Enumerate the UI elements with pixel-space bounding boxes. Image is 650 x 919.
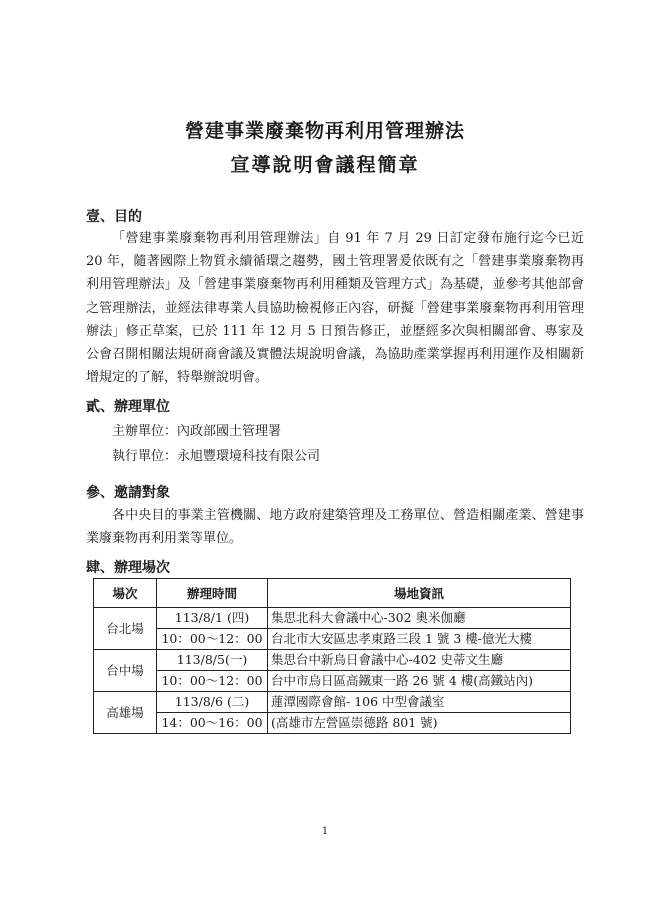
table-row (94, 692, 571, 713)
section-heading-purpose: 壹、目的 (86, 209, 142, 225)
header-venue: 場地資訊 (268, 579, 571, 608)
table-row (94, 671, 571, 692)
table-row (94, 608, 571, 629)
session-venue: 集思台中新烏日會議中心-402 史蒂文生廳 (268, 650, 571, 671)
session-date: 113/8/1 (四) (157, 608, 268, 629)
session-name: 台北場 (94, 608, 157, 650)
table-header-row (94, 579, 571, 608)
session-name: 台中場 (94, 650, 157, 692)
session-time: 10：00～12：00 (157, 629, 268, 650)
section-heading-invitees: 參、邀請對象 (86, 485, 170, 501)
session-venue: 集思北科大會議中心-302 奧米伽廳 (268, 608, 571, 629)
session-time: 10：00～12：00 (157, 671, 268, 692)
purpose-paragraph: 「營建事業廢棄物再利用管理辦法」自 91 年 7 月 29 日訂定發布施行迄今已近 20 年，隨著國際上物質永續循環之趨勢，國土管理署爰依既有之「營建事業廢棄物再利用管理辦法」及「營建事業廢棄物再利用種類及管理方式」為基礎，並參考其他部會之管理辦法，並經法律專業人員協助檢視修正內容，研擬「營建事業廢棄物再利用管理辦法」修正草案，已於 111 年 12 月 5 日預告修正，並歷經多次與相關部會、專家及公會召開相關法規研商會議及實體法規說明會議，為協助產業掌握再利用運作及相關新增規定的了解，特舉辦說明會。 (86, 231, 584, 386)
section-heading-sessions: 肆、辦理場次 (86, 560, 170, 576)
invitees-paragraph: 各中央目的事業主管機關、地方政府建築管理及工務單位、營造相關產業、營建事業廢棄物再利用業等單位。 (86, 508, 584, 547)
session-date: 113/8/5(一) (157, 650, 268, 671)
table-row (94, 629, 571, 650)
session-time: 14：00～16：00 (157, 713, 268, 734)
session-address: (高雄市左營區崇德路 801 號) (268, 713, 571, 734)
section-heading-units: 貳、辦理單位 (86, 399, 170, 415)
page-number: 1 (321, 826, 329, 837)
document-title: 營建事業廢棄物再利用管理辦法 (184, 120, 465, 142)
header-session: 場次 (94, 579, 157, 608)
session-address: 台北市大安區忠孝東路三段 1 號 3 樓-億光大樓 (268, 629, 571, 650)
organizer-line: 主辦單位：內政部國土管理署 (112, 424, 282, 439)
session-date: 113/8/6 (二) (157, 692, 268, 713)
session-name: 高雄場 (94, 692, 157, 734)
executor-line: 執行單位：永旭豐環境科技有限公司 (112, 449, 321, 464)
document-subtitle: 宣導說明會議程簡章 (230, 154, 420, 176)
sessions-table (93, 578, 571, 734)
session-address: 台中市烏日區高鐵東一路 26 號 4 樓(高鐵站內) (268, 671, 571, 692)
table-row (94, 650, 571, 671)
table-row (94, 713, 571, 734)
header-time: 辦理時間 (157, 579, 268, 608)
session-venue: 蓮潭國際會館- 106 中型會議室 (268, 692, 571, 713)
